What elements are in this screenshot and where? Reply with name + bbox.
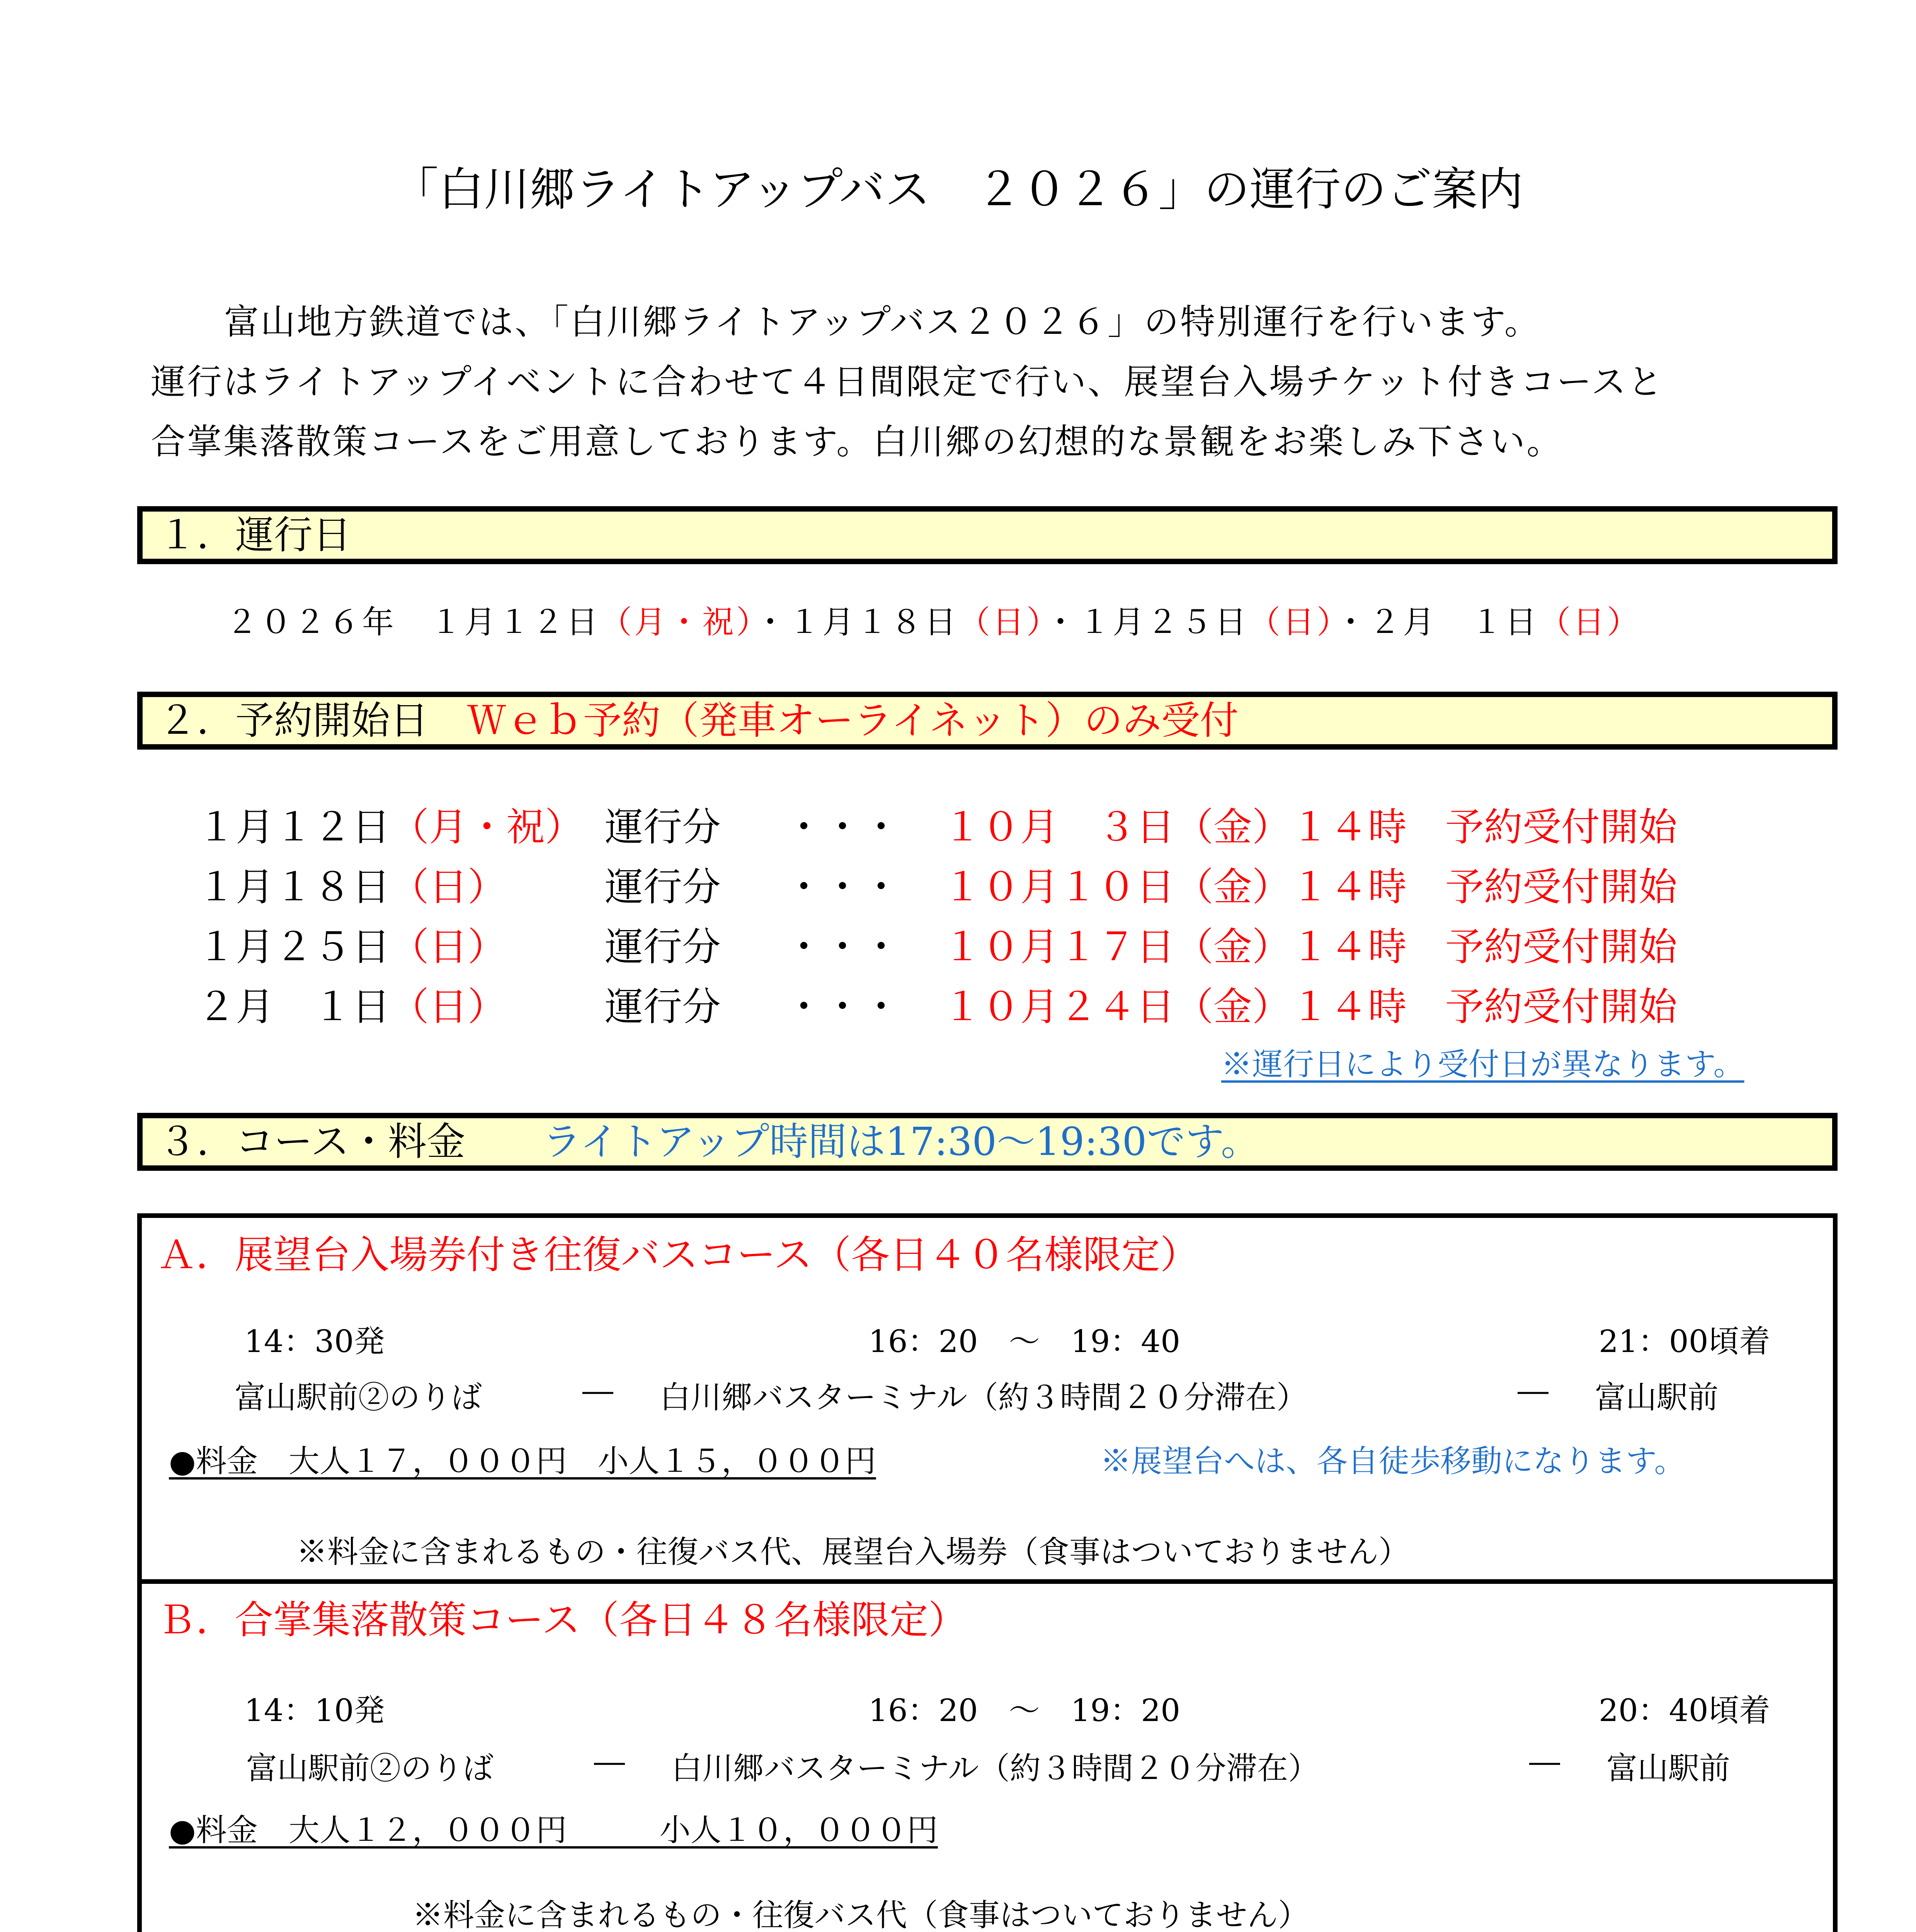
row-dots: ・・・ <box>784 924 900 969</box>
section-2-note: Ｗｅｂ予約（発車オーライネット）のみ受付 <box>467 698 1239 743</box>
row-label: 運行分 <box>605 804 721 850</box>
course-b-title: Ｂ．合掌集落散策コース（各日４８名様限定） <box>157 1597 967 1643</box>
course-b-dash: ― <box>1529 1743 1560 1779</box>
separator: ・ <box>1335 604 1369 641</box>
reservation-start <box>943 916 1677 971</box>
reservation-row-dots <box>784 856 900 912</box>
reservation-row-label <box>605 916 721 971</box>
reservation-row-dots <box>784 916 900 971</box>
course-a-title: Ａ．展望台入場券付き往復バスコース（各日４０名様限定） <box>157 1232 1199 1277</box>
row-date: １月１８日 <box>197 864 390 910</box>
date-2: １月１８日 <box>788 604 959 641</box>
reservation-note: ※運行日により受付日が異なります。 <box>1221 1046 1744 1082</box>
row-label: 運行分 <box>605 984 721 1029</box>
reservation-start <box>943 976 1677 1031</box>
section-3-title: ３．コース・料金 <box>158 1119 465 1164</box>
course-a-dash: ― <box>1518 1372 1548 1408</box>
course-a-fare: ●料金 大人１７，０００円 小人１５，０００円 <box>169 1443 876 1479</box>
course-a-route-start: 富山駅前②のりば <box>235 1379 482 1415</box>
year: ２０２６年 <box>226 604 396 641</box>
course-b-route-start: 富山駅前②のりば <box>246 1750 493 1786</box>
intro-line-2: 運行はライトアップイベントに合わせて４日間限定で行い、展望台入場チケット付きコースと <box>151 362 1664 402</box>
row-start: １０月１０日（金）１４時 予約受付開始 <box>943 864 1677 910</box>
course-a-arrival: 21：00頃着 <box>1599 1323 1770 1359</box>
reservation-row-dots <box>784 976 900 1031</box>
course-a-dash: ― <box>582 1372 613 1408</box>
row-dots: ・・・ <box>784 984 900 1029</box>
course-b-arrival: 20：40頃着 <box>1599 1692 1770 1728</box>
intro-line-1: 富山地方鉄道では、「白川郷ライトアップバス２０２６」の特別運行を行います。 <box>224 302 1541 342</box>
course-a-fare-note: ※展望台へは、各自徒歩移動になります。 <box>1100 1443 1685 1479</box>
course-a-stay: 16：20 ～ 19：40 <box>868 1323 1181 1359</box>
lightup-time-note: ライトアップ時間は17:30～19:30です。 <box>543 1119 1260 1164</box>
section-1-title: １．運行日 <box>158 512 351 558</box>
date-4: ２月 １日 <box>1369 604 1539 641</box>
separator: ・ <box>1045 604 1079 641</box>
course-b-dash: ― <box>594 1743 625 1779</box>
course-a-includes: ※料金に含まれるもの・往復バス代、展望台入場券（食事はついておりません） <box>296 1534 1409 1570</box>
course-a-route-mid: 白川郷バスターミナル（約３時間２０分滞在） <box>660 1379 1307 1415</box>
course-b-fare: ●料金 大人１２，０００円 小人１０，０００円 <box>169 1812 938 1848</box>
row-dots: ・・・ <box>784 864 900 910</box>
reservation-start <box>943 856 1677 912</box>
reservation-row-label <box>605 796 721 852</box>
reservation-row-label <box>605 976 721 1031</box>
row-start: １０月２４日（金）１４時 予約受付開始 <box>943 984 1677 1029</box>
date-3: １月２５日 <box>1079 604 1249 641</box>
reservation-row <box>197 856 506 912</box>
section-1-header <box>137 506 1838 564</box>
reservation-row <box>197 916 506 971</box>
section-2-header <box>137 692 1838 750</box>
course-box <box>137 1213 1838 1932</box>
course-b-includes: ※料金に含まれるもの・往復バス代（食事はついておりません） <box>412 1897 1309 1932</box>
course-b-route-end: 富山駅前 <box>1606 1750 1730 1786</box>
row-weekday: （日） <box>390 924 506 969</box>
date-1: １月１２日 <box>430 604 601 641</box>
row-dots: ・・・ <box>784 804 900 850</box>
reservation-row-dots <box>784 796 900 852</box>
reservation-start <box>943 796 1677 852</box>
row-start: １０月１７日（金）１４時 予約受付開始 <box>943 924 1677 969</box>
row-weekday: （日） <box>390 984 506 1029</box>
reservation-row <box>197 976 506 1031</box>
row-label: 運行分 <box>605 924 721 969</box>
course-b-departure: 14：10発 <box>244 1692 385 1728</box>
row-date: ２月 １日 <box>197 984 390 1029</box>
operation-dates <box>226 597 1641 642</box>
row-label: 運行分 <box>605 864 721 910</box>
page-title: 「白川郷ライトアップバス ２０２６」の運行のご案内 <box>393 163 1523 216</box>
reservation-row-label <box>605 856 721 912</box>
course-a-departure: 14：30発 <box>244 1323 385 1359</box>
section-2-title: ２．予約開始日 <box>158 698 429 743</box>
course-divider <box>142 1579 1833 1584</box>
row-start: １０月 ３日（金）１４時 予約受付開始 <box>943 804 1677 850</box>
intro-line-3: 合掌集落散策コースをご用意しております。白川郷の幻想的な景観をお楽しみ下さい。 <box>151 422 1563 462</box>
course-b-stay: 16：20 ～ 19：20 <box>868 1692 1181 1728</box>
section-3-header <box>137 1113 1838 1171</box>
date-2-weekday: （日） <box>958 604 1045 641</box>
reservation-row <box>197 796 584 852</box>
separator: ・ <box>754 604 789 641</box>
row-date: １月２５日 <box>197 924 390 969</box>
row-weekday: （日） <box>390 864 506 910</box>
date-1-weekday: （月・祝） <box>600 604 755 641</box>
course-b-route-mid: 白川郷バスターミナル（約３時間２０分滞在） <box>671 1750 1319 1786</box>
date-4-weekday: （日） <box>1539 604 1641 641</box>
course-a-route-end: 富山駅前 <box>1595 1379 1719 1415</box>
row-weekday: （月・祝） <box>390 804 584 850</box>
row-date: １月１２日 <box>197 804 390 850</box>
date-3-weekday: （日） <box>1249 604 1335 641</box>
